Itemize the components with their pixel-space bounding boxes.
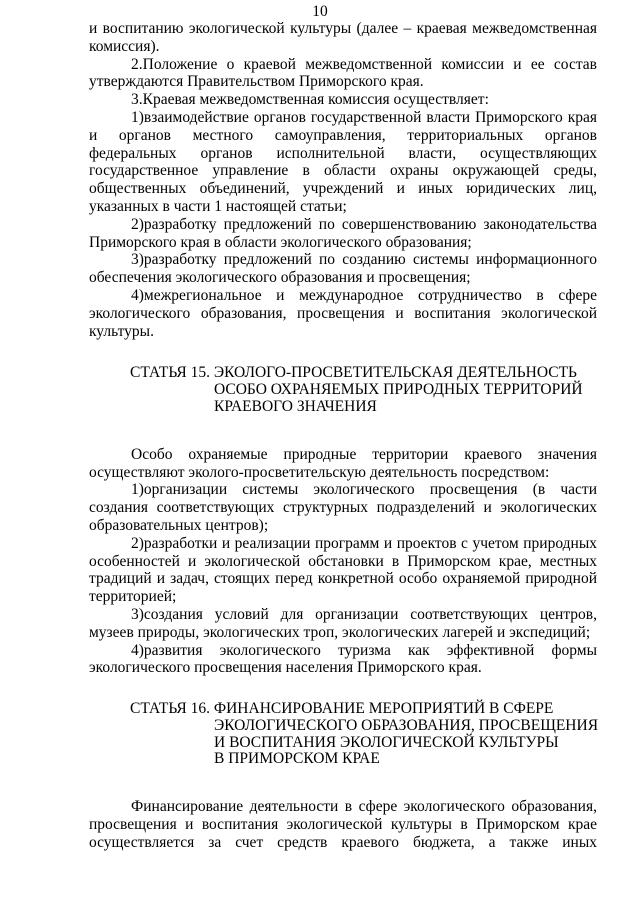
paragraph: 3)разработку предложений по созданию системы информационного обеспечения экологического образования и просвещения; — [89, 251, 597, 287]
article-15-heading — [130, 365, 597, 415]
article-16-heading-line: В ПРИМОРСКОМ КРАЕ — [214, 750, 380, 768]
document-body — [89, 20, 597, 852]
paragraph: и воспитанию экологической культуры (далее – краевая межведомственная комиссия). — [89, 20, 597, 55]
article-16-heading-line: ЭКОЛОГИЧЕСКОГО ОБРАЗОВАНИЯ, ПРОСВЕЩЕНИЯ — [214, 716, 599, 734]
paragraph: 3.Краевая межведомственная комиссия осуществляет: — [131, 91, 489, 109]
paragraph: Финансирование деятельности в сфере экологического образования, просвещения и воспитания экологической культуры в Приморском крае осуществляется за счет средств краевого бюджета, а также иных — [89, 798, 597, 851]
paragraph: 4)развития экологического туризма как эффективной формы экологического просвещения населения Приморского края. — [89, 641, 597, 677]
paragraph: 2)разработку предложений по совершенствованию законодательства Приморского края в области экологического образования; — [89, 215, 597, 251]
paragraph: 2)разработки и реализации программ и проектов с учетом природных особенностей и экологической обстановки в Приморском крае, местных традиций и задач, стоящих перед конкретной особо охраняемой природной территорией; — [89, 534, 597, 606]
article-15-heading-line: ОСОБО ОХРАНЯЕМЫХ ПРИРОДНЫХ ТЕРРИТОРИЙ — [214, 381, 583, 399]
paragraph: 4)межрегиональное и международное сотрудничество в сфере экологического образования, просвещения и воспитания экологической культуры. — [89, 286, 597, 340]
paragraph: 1)взаимодействие органов государственной власти Приморского края и органов местного самоуправления, территориальных органов федеральных органов исполнительной власти, осуществляющих государственное управление в области охраны окружающей среды, общественных объединений, учреждений и иных юридических лиц, указанных в части 1 настоящей статьи; — [89, 108, 597, 215]
page-number: 10 — [312, 3, 328, 20]
paragraph: 3)создания условий для организации соответствующих центров, музеев природы, экологических троп, экологических лагерей и экспедиций; — [89, 605, 597, 641]
paragraph: 2.Положение о краевой межведомственной комиссии и ее состав утверждаются Правительством Приморского края. — [89, 55, 597, 91]
article-16-heading — [130, 701, 597, 768]
article-16-heading-line: И ВОСПИТАНИЯ ЭКОЛОГИЧЕСКОЙ КУЛЬТУРЫ — [214, 733, 559, 751]
paragraph: Особо охраняемые природные территории краевого значения осуществляют эколого-просветительскую деятельность посредством: — [89, 445, 597, 481]
paragraph: 1)организации системы экологического просвещения (в части создания соответствующих структурных подразделений и экологических образовательных центров); — [89, 481, 597, 534]
article-16-heading-line: СТАТЬЯ 16. ФИНАНСИРОВАНИЕ МЕРОПРИЯТИЙ В СФЕРЕ — [130, 700, 554, 718]
article-15-heading-line: КРАЕВОГО ЗНАЧЕНИЯ — [214, 397, 377, 415]
article-15-heading-line: СТАТЬЯ 15. ЭКОЛОГО-ПРОСВЕТИТЕЛЬСКАЯ ДЕЯТЕЛЬНОСТЬ — [130, 364, 577, 382]
